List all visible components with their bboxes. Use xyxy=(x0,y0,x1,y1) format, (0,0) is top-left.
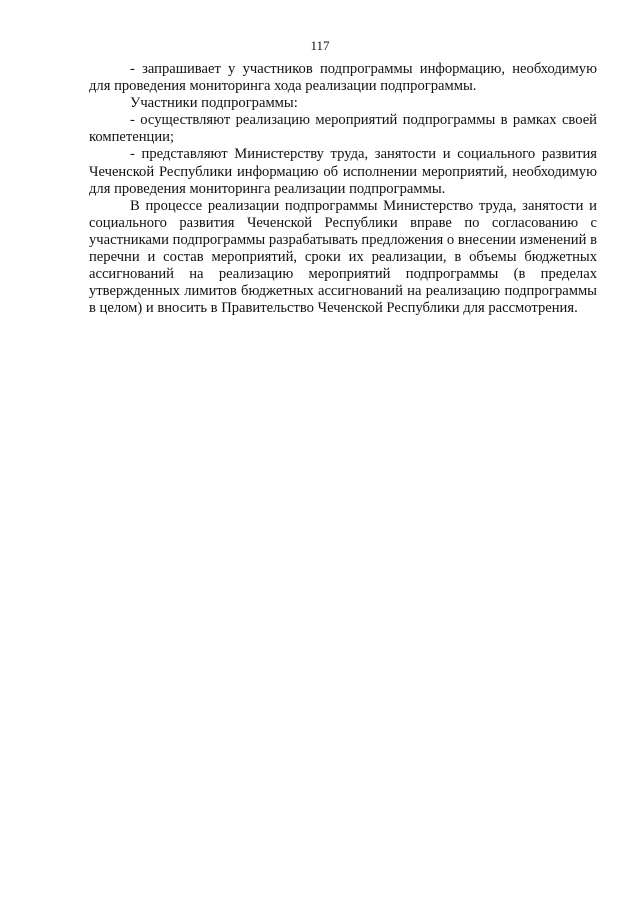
paragraph-implement-activities: - осуществляют реализацию мероприятий подпрограммы в рамках своей компетенции; xyxy=(89,112,597,146)
paragraph-request-information: - запрашивает у участников подпрограммы информацию, необходимую для проведения мониторинга хода реализации подпрограммы. xyxy=(89,61,597,95)
document-body xyxy=(89,61,597,317)
page-number: 117 xyxy=(310,38,330,53)
paragraph-provide-information: - представляют Министерству труда, занятости и социального развития Чеченской Республики информацию об исполнении мероприятий, необходимую для проведения мониторинга реализации подпрограммы. xyxy=(89,146,597,197)
paragraph-participants-heading: Участники подпрограммы: xyxy=(130,95,298,112)
paragraph-implementation-process: В процессе реализации подпрограммы Министерство труда, занятости и социального развития Чеченской Республики вправе по согласованию с участниками подпрограммы разрабатывать предложения о внесении изменений в перечни и состав мероприятий, сроки их реализации, в объемы бюджетных ассигнований на реализацию мероприятий подпрограммы (в пределах утвержденных лимитов бюджетных ассигнований на реализацию подпрограммы в целом) и вносить в Правительство Чеченской Республики для рассмотрения. xyxy=(89,197,597,317)
